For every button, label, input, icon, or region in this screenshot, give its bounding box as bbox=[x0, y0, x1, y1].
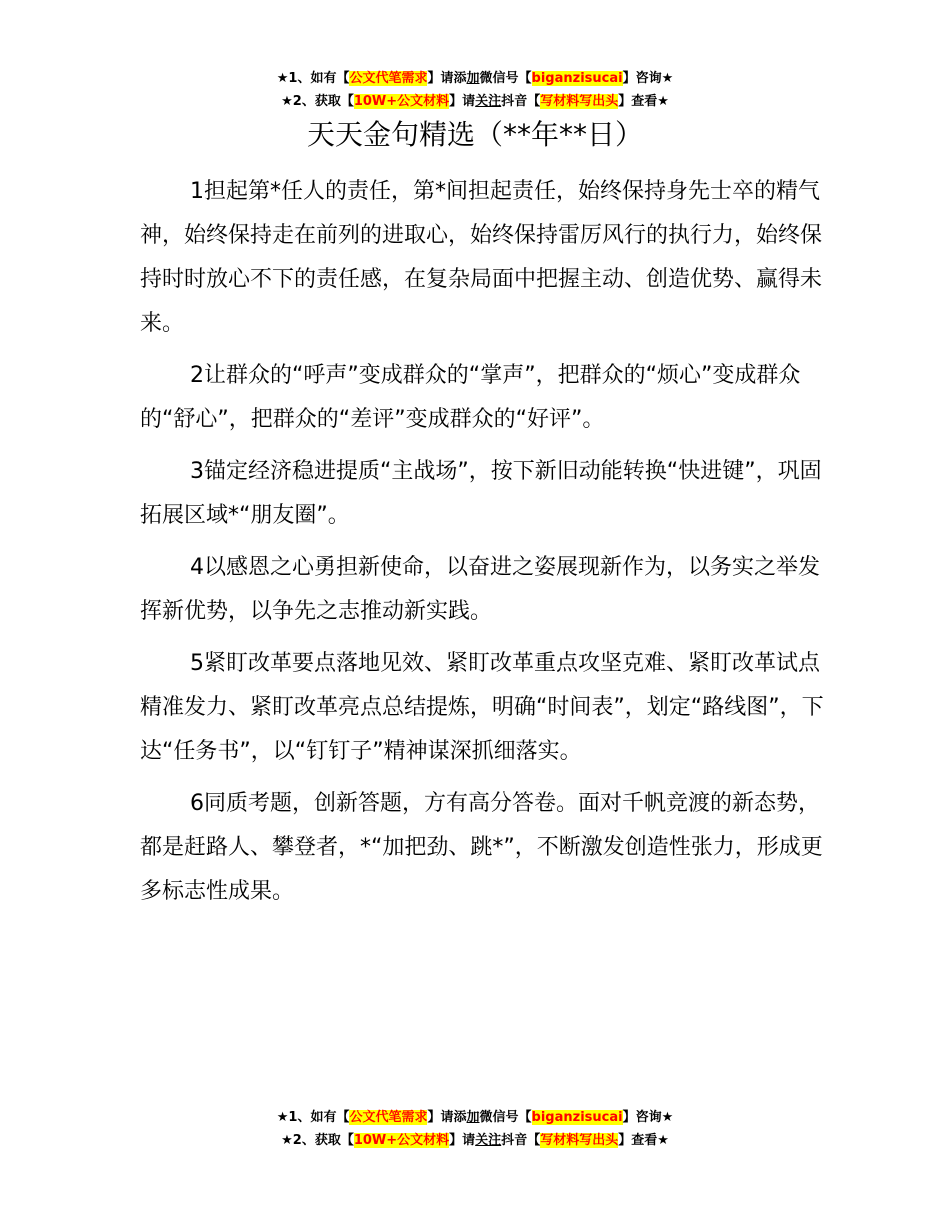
banner-text: 】咨询★ bbox=[622, 1110, 674, 1125]
banner-text: 】请 bbox=[449, 1133, 476, 1148]
banner-text: 】请添 bbox=[427, 71, 467, 86]
banner-text: 】查看★ bbox=[618, 1133, 669, 1148]
header-banner-line-1 bbox=[0, 67, 950, 90]
paragraph-5: 5紧盯改革要点落地见效、紧盯改革重点攻坚克难、紧盯改革试点精准发力、紧盯改革亮点总结提炼，明确“时间表”，划定“路线图”，下达“任务书”，以“钉钉子”精神谋深抓细落实。 bbox=[140, 651, 824, 764]
banner-text: ★1、如有【 bbox=[276, 71, 350, 86]
banner-text: ★2、获取【 bbox=[281, 1133, 354, 1148]
footer-banner-line-2 bbox=[0, 1129, 950, 1152]
highlight-wechat-id: biganzisucai bbox=[531, 1110, 623, 1125]
banner-text: 微信号【 bbox=[479, 1110, 532, 1125]
paragraph-2: 2让群众的“呼声”变成群众的“掌声”，把群众的“烦心”变成群众的“舒心”，把群众的“差评”变成群众的“好评”。 bbox=[140, 363, 801, 432]
highlight-materials: 10W+公文材料 bbox=[353, 94, 450, 109]
banner-text: 】咨询★ bbox=[622, 71, 674, 86]
header-banner-line-2 bbox=[0, 90, 950, 113]
footer-banner-line-1 bbox=[0, 1106, 950, 1129]
highlight-service: 公文代笔需求 bbox=[349, 71, 428, 86]
highlight-service: 公文代笔需求 bbox=[349, 1110, 428, 1125]
banner-text: 抖音【 bbox=[501, 1133, 541, 1148]
highlight-douyin-account: 写材料写出头 bbox=[540, 94, 619, 109]
footer-banner bbox=[0, 1106, 950, 1152]
paragraph-4: 4以感恩之心勇担新使命，以奋进之姿展现新作为，以务实之举发挥新优势，以争先之志推动新实践。 bbox=[140, 555, 820, 624]
header-banner bbox=[0, 67, 950, 113]
banner-underline-text: 关注 bbox=[475, 94, 502, 109]
banner-text: ★1、如有【 bbox=[276, 1110, 350, 1125]
banner-text: 微信号【 bbox=[479, 71, 532, 86]
highlight-materials: 10W+公文材料 bbox=[353, 1133, 450, 1148]
banner-text: ★2、获取【 bbox=[281, 94, 354, 109]
banner-text: 】查看★ bbox=[618, 94, 669, 109]
highlight-wechat-id: biganzisucai bbox=[531, 71, 623, 86]
paragraph-6: 6同质考题，创新答题，方有高分答卷。面对千帆竞渡的新态势，都是赶路人、攀登者，*“加把劲、跳*”，不断激发创造性张力，形成更多标志性成果。 bbox=[140, 791, 823, 904]
banner-underline-text: 加 bbox=[466, 1110, 480, 1125]
paragraph-3: 3锚定经济稳进提质“主战场”，按下新旧动能转换“快进键”，巩固拓展区域*“朋友圈”。 bbox=[140, 459, 822, 528]
banner-underline-text: 加 bbox=[466, 71, 480, 86]
banner-text: 】请 bbox=[449, 94, 476, 109]
banner-underline-text: 关注 bbox=[475, 1133, 502, 1148]
document-body bbox=[140, 170, 825, 922]
paragraph-1: 1担起第*任人的责任，第*间担起责任，始终保持身先士卒的精气神，始终保持走在前列的进取心，始终保持雷厉风行的执行力，始终保持时时放心不下的责任感，在复杂局面中把握主动、创造优势、赢得未来。 bbox=[140, 179, 823, 336]
banner-text: 】请添 bbox=[427, 1110, 467, 1125]
highlight-douyin-account: 写材料写出头 bbox=[540, 1133, 619, 1148]
banner-text: 抖音【 bbox=[501, 94, 541, 109]
document-title: 天天金句精选（**年**日） bbox=[306, 118, 643, 151]
